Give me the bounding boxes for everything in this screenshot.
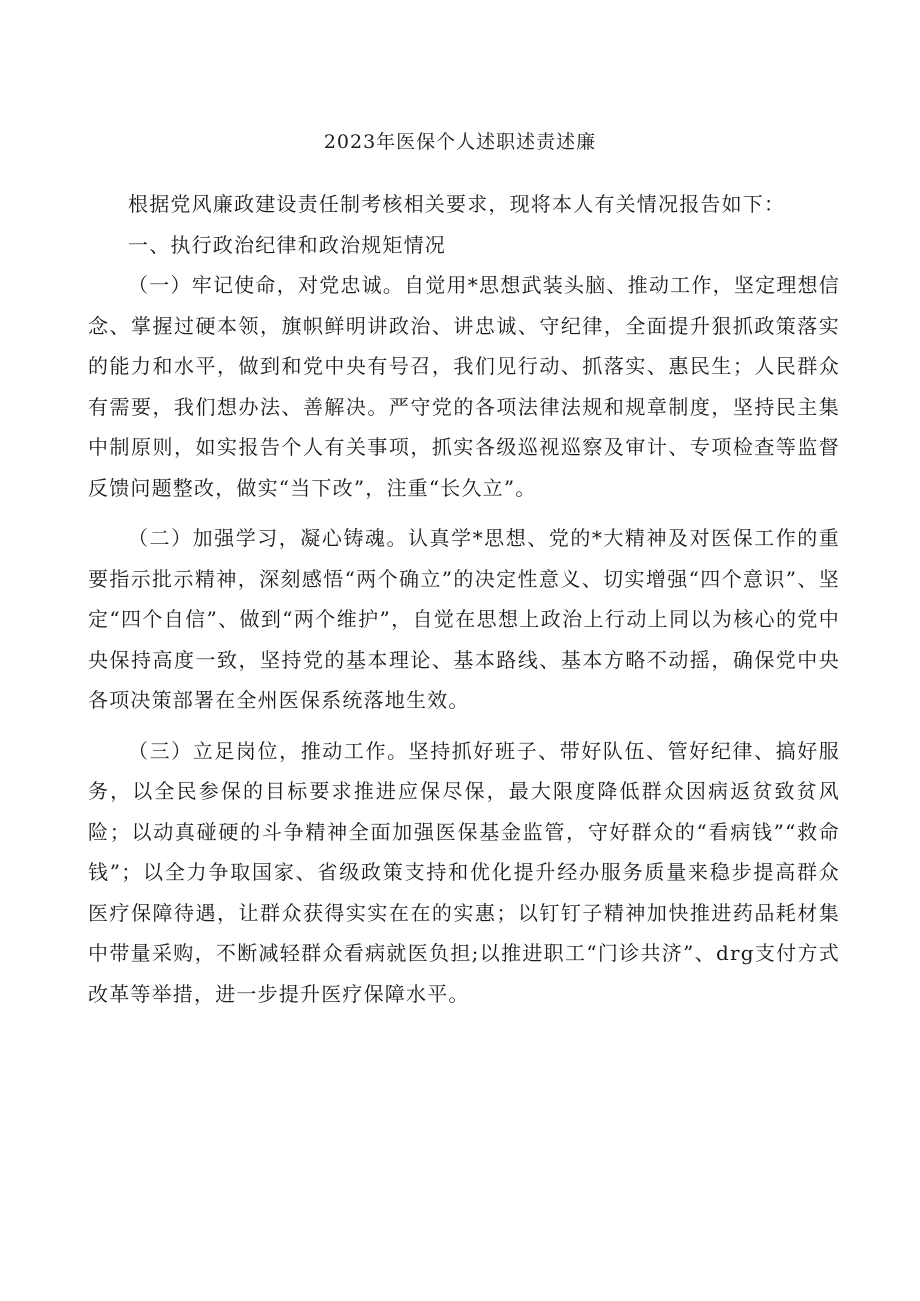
paragraph-3: （三）立足岗位，推动工作。坚持抓好班子、带好队伍、管好纪律、搞好服务，以全民参保的目标要求推进应保尽保，最大限度降低群众因病返贫致贫风险；以动真碰硬的斗争精神全面加强医保基金监管，守好群众的“看病钱”“救命钱”；以全力争取国家、省级政策支持和优化提升经办服务质量来稳步提高群众医疗保障待遇，让群众获得实实在在的实惠；以钉钉子精神加快推进药品耗材集中带量采购，不断减轻群众看病就医负担;以推进职工“门诊共济”、drg支付方式改革等举措，进一步提升医疗保障水平。 [88, 738, 840, 1006]
paragraph-1: （一）牢记使命，对党忠诚。自觉用*思想武装头脑、推动工作，坚定理想信念、掌握过硬本领，旗帜鲜明讲政治、讲忠诚、守纪律，全面提升狠抓政策落实的能力和水平，做到和党中央有号召，我们见行动、抓落实、惠民生；人民群众有需要，我们想办法、善解决。严守党的各项法律法规和规章制度，坚持民主集中制原则，如实报告个人有关事项，抓实各级巡视巡察及审计、专项检查等监督反馈问题整改，做实“当下改”，注重“长久立”。 [88, 273, 840, 500]
section-heading-1: 一、执行政治纪律和政治规矩情况 [128, 232, 446, 257]
document-body [88, 184, 840, 1014]
paragraph-2: （二）加强学习，凝心铸魂。认真学*思想、党的*大精神及对医保工作的重要指示批示精神，深刻感悟“两个确立”的决定性意义、切实增强“四个意识”、坚定“四个自信”、做到“两个维护”，自觉在思想上政治上行动上同以为核心的党中央保持高度一致，坚持党的基本理论、基本路线、基本方略不动摇，确保党中央各项决策部署在全州医保系统落地生效。 [88, 526, 840, 712]
intro-paragraph: 根据党风廉政建设责任制考核相关要求，现将本人有关情况报告如下： [128, 192, 786, 216]
document-title: 2023年医保个人述职述责述廉 [323, 131, 597, 153]
